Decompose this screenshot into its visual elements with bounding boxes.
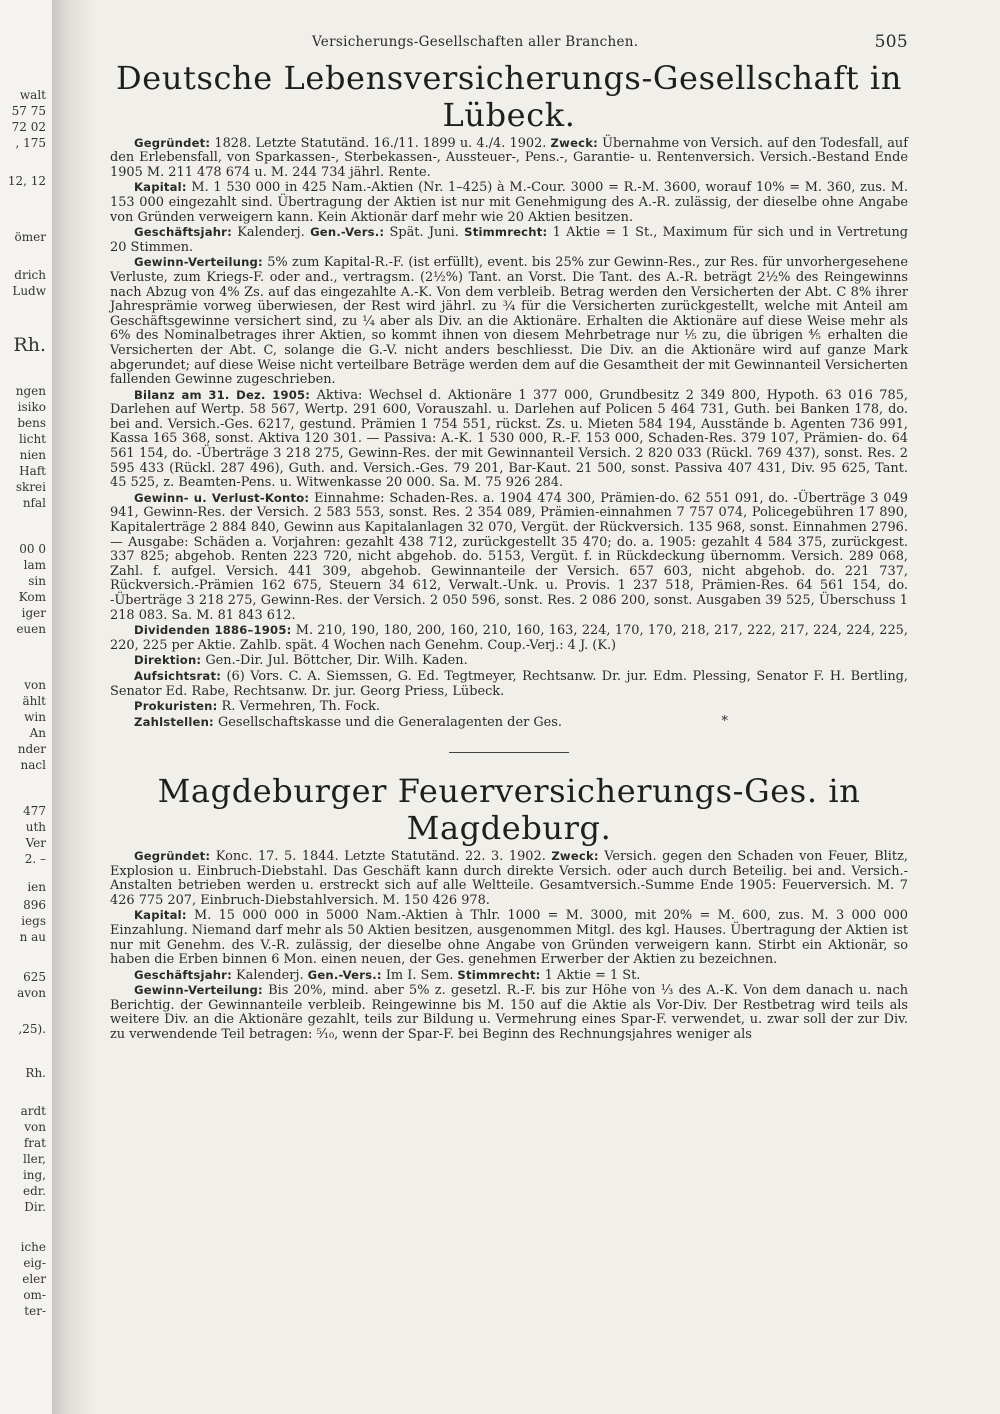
- entry-paragraph: [110, 669, 908, 699]
- entry-paragraph: [110, 136, 908, 181]
- entry-paragraph: [110, 849, 908, 908]
- running-title: Versicherungs-Gesellschaften aller Branchen.: [312, 34, 639, 50]
- entry-paragraph: [110, 983, 908, 1042]
- field-text: Versich. gegen den Schaden von Feuer, Blitz, Explosion u. Einbruch-Diebstahl. Das Geschäft kann durch direkte Versich. oder auch durch Beteilig. bei and. Versich.-Anstalten betrieben werden u. erstreckt sich auf alle Weltteile. Gesamtversich.-Summe Ende 1905: Feuerversich. M. 7 426 775 207, Einbruch-Diebstahlversich. M. 150 426 978.: [110, 848, 908, 908]
- gutter-text: eler: [22, 1272, 46, 1286]
- field-text: 1828. Letzte Statutänd. 16./11. 1899 u. 4./4. 1902.: [210, 135, 551, 151]
- gutter-text: Ludw: [12, 284, 46, 298]
- entry-paragraph: [110, 653, 908, 669]
- gutter-text: eig-: [23, 1256, 46, 1270]
- gutter-text: ien: [27, 880, 46, 894]
- field-label: Geschäftsjahr:: [134, 225, 232, 240]
- running-head: [110, 34, 908, 60]
- gutter-text: bens: [17, 416, 46, 430]
- field-label: Direktion:: [134, 653, 202, 668]
- gutter-text: Rh.: [13, 334, 46, 356]
- document-page: [110, 34, 908, 1043]
- gutter-text: n au: [19, 930, 46, 944]
- entry-paragraph: [110, 968, 908, 984]
- field-text: 1 Aktie = 1 St., Maximum für sich und in Vertretung 20 Stimmen.: [110, 225, 908, 255]
- gutter-text: edr.: [22, 1184, 46, 1198]
- gutter-text: ing,: [22, 1168, 46, 1182]
- field-label: Zweck:: [550, 135, 598, 150]
- field-label: Zahlstellen:: [134, 714, 214, 729]
- entry-paragraph: [110, 623, 908, 653]
- gutter-text: ardt: [20, 1104, 46, 1118]
- field-label: Gegründet:: [134, 135, 211, 150]
- field-text: Spät. Juni.: [384, 225, 465, 241]
- gutter-text: Dir.: [24, 1200, 46, 1214]
- gutter-text: ,25).: [18, 1022, 46, 1036]
- entry-paragraph: [110, 491, 908, 623]
- field-text: Gen.-Dir. Jul. Böttcher, Dir. Wilh. Kaden.: [201, 653, 468, 669]
- gutter-text: 00 0: [19, 542, 46, 556]
- gutter-text: Kom: [18, 590, 46, 604]
- field-label: Stimmrecht:: [457, 967, 541, 982]
- field-text: M. 15 000 000 in 5000 Nam.-Aktien à Thlr. 1000 = M. 3000, mit 20% = M. 600, zus. M. 3 000 000 Einzahlung. Niemand darf mehr als 50 Aktien besitzen, ausgenommen Mitgl. des kgl. Hauses. Übertragung der Aktien ist nur mit Genehm. des V.-R. zulässig, der dieselbe ohne Angabe von Gründen verweigern kann. Stirbt ein Aktionär, so haben die Erben binnen 6 Mon. einen neuen, der Ges. genehmen Erwerber der Aktien zu bezeichnen.: [110, 908, 908, 968]
- gutter-text: om-: [23, 1288, 46, 1302]
- field-label: Gen.-Vers.:: [310, 225, 385, 240]
- gutter-text: iegs: [21, 914, 46, 928]
- field-label: Geschäftsjahr:: [134, 967, 232, 982]
- gutter-text: 477: [23, 804, 46, 818]
- field-text: 5% zum Kapital-R.-F. (ist erfüllt), event. bis 25% zur Gewinn-Res., zur Res. für unvorhergesehene Verluste, zum Kriegs-F. oder and., vertragsm. (2½%) Tant. an Vorst. Die Tant. des A.-R. beträgt 2½% des Reingewinns nach Abzug von 4% Zs. auf das eingezahlte A.-K. Von dem verbleib. Betrag werden den Versicherten der Abt. C 8% ihrer Jahresprämie vorweg überwiesen, der Rest wird jährl. zu ¾ für die Versicherten zurückgestellt, welche mit Anteil am Geschäftsgewinne versichert sind, zu ¼ aber als Div. an die Aktionäre. Erhalten die Aktionäre auf diese Weise mehr als 6% des Nominalbetrages ihrer Aktien, so kommt ihnen von diesem Mehrbetrage nur ⅕ zu, die übrigen ⅘ erhalten die Versicherten der Abt. C, solange die G.-V. nicht anders beschliesst. Die Div. an die Aktionäre wird auf ganze Mark abgerundet; auf diese Weise nicht verteilbare Beträge werden dem auf die Gesamtheit der mit Gewinnanteil Versicherten fallenden Gewinne zugeschrieben.: [110, 255, 908, 388]
- field-label: Gegründet:: [134, 848, 211, 863]
- field-label: Stimmrecht:: [464, 225, 548, 240]
- gutter-text: win: [24, 710, 46, 724]
- gutter-text: avon: [17, 986, 46, 1000]
- gutter-text: walt: [19, 88, 46, 102]
- field-label: Dividenden 1886–1905:: [134, 623, 292, 638]
- gutter-text: 57 75: [11, 104, 46, 118]
- gutter-text: 72 02: [11, 120, 46, 134]
- field-label: Bilanz am 31. Dez. 1905:: [134, 387, 311, 402]
- gutter-text: 2. –: [24, 852, 46, 866]
- gutter-text: Rh.: [25, 1066, 46, 1080]
- entry-paragraph: [110, 255, 908, 387]
- gutter-text: euen: [16, 622, 46, 636]
- gutter-text: nien: [19, 448, 46, 462]
- field-text: 1 Aktie = 1 St.: [540, 967, 641, 983]
- asterisk-mark: *: [721, 713, 728, 729]
- entry-paragraph: [110, 715, 908, 731]
- company-title: Deutsche Lebensversicherungs-Gesellschaft in Lübeck.: [116, 59, 902, 134]
- gutter-text: ller,: [22, 1152, 46, 1166]
- company-title: Magdeburger Feuerversicherungs-Ges. in Magdeburg.: [157, 772, 861, 848]
- gutter-text: nfal: [22, 496, 46, 510]
- gutter-text: sin: [28, 574, 46, 588]
- field-label: Gewinn-Verteilung:: [134, 983, 263, 998]
- gutter-text: 12, 12: [7, 174, 46, 188]
- gutter-text: ählt: [22, 694, 46, 708]
- field-label: Kapital:: [134, 180, 187, 195]
- company-entry: [110, 849, 908, 1043]
- field-text: (6) Vors. C. A. Siemssen, G. Ed. Tegtmeyer, Rechtsanw. Dr. jur. Edm. Plessing, Senator F. H. Bertling, Senator Ed. Rabe, Rechtsanw. Dr. jur. Georg Priess, Lübeck.: [110, 668, 908, 699]
- entry-paragraph: [110, 908, 908, 967]
- entry-paragraph: [110, 388, 908, 491]
- gutter-text: nder: [17, 742, 46, 756]
- field-text: Gesellschaftskasse und die Generalagenten der Ges.: [213, 714, 562, 730]
- field-text: Kalenderj.: [231, 967, 308, 983]
- gutter-text: skrei: [15, 480, 46, 494]
- gutter-text: von: [24, 1120, 46, 1134]
- field-label: Gewinn-Verteilung:: [134, 255, 263, 270]
- gutter-text: nacl: [20, 758, 46, 772]
- field-text: Übernahme von Versich. auf den Todesfall, auf den Erlebensfall, von Sparkassen-, Sterbekassen-, Aussteuer-, Pens.-, Garantie- u. Rentenversich. Versich.-Bestand Ende 1905 M. 211 478 674 u. M. 244 734 jährl. Rente.: [110, 135, 909, 180]
- page-number: 505: [874, 32, 908, 52]
- gutter-text: licht: [19, 432, 46, 446]
- gutter-text: ngen: [15, 384, 46, 398]
- gutter-text: Haft: [19, 464, 46, 478]
- gutter-text: , 175: [15, 136, 46, 150]
- gutter-text: Ver: [25, 836, 46, 850]
- entry-paragraph: [110, 699, 908, 715]
- field-text: Bis 20%, mind. aber 5% z. gesetzl. R.-F. bis zur Höhe von ⅓ des A.-K. Von dem danach u. nach Berichtig. der Gewinnanteile verbleib. Reingewinne bis M. 150 auf die Aktie als Vor-Div. Der Restbetrag wird teils als weitere Div. an die Aktionäre gezahlt, teils zur Bildung u. Vermehrung eines Spar-F. verwendet, u. zwar soll der zur Div. zu verwendende Teil betragen: ⁵⁄₁₀, wenn der Spar-F. bei Beginn des Rechnungsjahres weniger als: [110, 983, 908, 1043]
- gutter-text: lam: [23, 558, 46, 572]
- field-label: Kapital:: [134, 908, 187, 923]
- gutter-text: 625: [23, 970, 46, 984]
- field-text: Aktiva: Wechsel d. Aktionäre 1 377 000, Grundbesitz 2 349 800, Hypoth. 63 016 785, Darlehen auf Wertp. 58 567, Wertp. 291 600, Vorauszahl. u. Darlehen auf Policen 5 464 731, Guth. bei Banken 178, do. bei and. Versich.-Ges. 6217, gestund. Prämien 1 754 551, rückst. Zs. u. Mieten 584 194, Ausstände b. Agenten 736 991, Kassa 165 368, sonst. Aktiva 120 301. — Passiva: A.-K. 1 530 000, R.-F. 153 000, Schaden-Res. 379 107, Prämien- do. 64 561 154, do. -Überträge 3 218 275, Gewinn-Res. der mit Gewinnanteil Versich. 2 820 033 (Rückl. 769 437), sonst. Res. 2 595 433 (Rückl. 287 496), Guth. and. Versich.-Ges. 79 201, Bar-Kaut. 21 500, sonst. Passiva 407 431, Div. 95 625, Tant. 45 525, z. Beamten-Pens. u. Witwenkasse 20 000. Sa. M. 75 926 284.: [110, 387, 908, 491]
- page-fold-shadow: [52, 0, 96, 1414]
- field-text: Einnahme: Schaden-Res. a. 1904 474 300, Prämien-do. 62 551 091, do. -Überträge 3 049 941, Gewinn-Res. der Versich. 2 583 553, sonst. Res. 2 354 089, Prämien-einnahmen 7 757 074, Policegebühren 17 890, Kapitalerträge 2 884 840, Gewinn aus Kapitalanlagen 32 070, Vergüt. der Rückversich. 135 968, sonst. Einnahmen 2796. — Ausgabe: Schäden a. Vorjahren: gezahlt 438 712, zurückgestellt 35 470; do. a. 1905: gezahlt 4 584 375, zurückgest. 337 825; abgehob. Renten 223 720, nicht abgehob. do. 5153, Vergüt. f. in Rückdeckung übernomm. Versich. 289 068, Zahl. f. aufgel. Versich. 441 309, abgehob. Gewinnanteile der Versich. 657 603, nicht abgehob. do. 221 737, Rückversich.-Prämien 162 675, Steuern 34 612, Verwalt.-Unk. u. Provis. 1 237 518, Prämien-Res. 64 561 154, do. -Überträge 3 218 275, Gewinn-Res. der Versich. 2 050 596, sonst. Res. 2 086 200, sonst. Ausgaben 39 525, Überschuss 1 218 083. Sa. M. 81 843 612.: [110, 490, 908, 623]
- entry-paragraph: [110, 225, 908, 255]
- gutter-text: iger: [21, 606, 46, 620]
- field-text: M. 1 530 000 in 425 Nam.-Aktien (Nr. 1–425) à M.-Cour. 3000 = R.-M. 3600, worauf 10% = M. 360, zus. M. 153 000 eingezahlt sind. Übertragung der Aktien ist nur mit Genehmigung des A.-R. zulässig, der dieselbe ohne Angabe von Gründen verweigern kann. Kein Aktionär darf mehr wie 20 Aktien besitzen.: [110, 180, 908, 225]
- field-text: Konc. 17. 5. 1844. Letzte Statutänd. 22. 3. 1902.: [210, 848, 552, 864]
- gutter-text: drich: [14, 268, 46, 282]
- field-label: Gen.-Vers.:: [307, 967, 382, 982]
- company-entry: [110, 136, 908, 731]
- adjacent-page-fragment: [0, 0, 52, 1414]
- field-label: Zweck:: [551, 848, 599, 863]
- gutter-text: ter-: [24, 1304, 46, 1318]
- gutter-text: An: [29, 726, 46, 740]
- gutter-text: 896: [23, 898, 46, 912]
- field-text: Kalenderj.: [231, 225, 311, 241]
- field-text: Im I. Sem.: [381, 967, 458, 983]
- gutter-text: von: [24, 678, 46, 692]
- gutter-text: frat: [23, 1136, 46, 1150]
- gutter-text: ömer: [14, 230, 46, 244]
- field-text: R. Vermehren, Th. Fock.: [217, 699, 381, 715]
- field-text: M. 210, 190, 180, 200, 160, 210, 160, 163, 224, 170, 170, 218, 217, 222, 217, 224, 224, 225, 220, 225 per Aktie. Zahlb. spät. 4 Wochen nach Genehm. Coup.-Verj.: 4 J. (K.): [110, 623, 908, 653]
- gutter-text: uth: [25, 820, 46, 834]
- field-label: Prokuristen:: [134, 699, 218, 714]
- field-label: Gewinn- u. Verlust-Konto:: [134, 490, 310, 505]
- gutter-text: isiko: [17, 400, 46, 414]
- entry-paragraph: [110, 180, 908, 225]
- gutter-text: iche: [20, 1240, 46, 1254]
- section-separator: [449, 752, 569, 753]
- field-label: Aufsichtsrat:: [134, 668, 222, 683]
